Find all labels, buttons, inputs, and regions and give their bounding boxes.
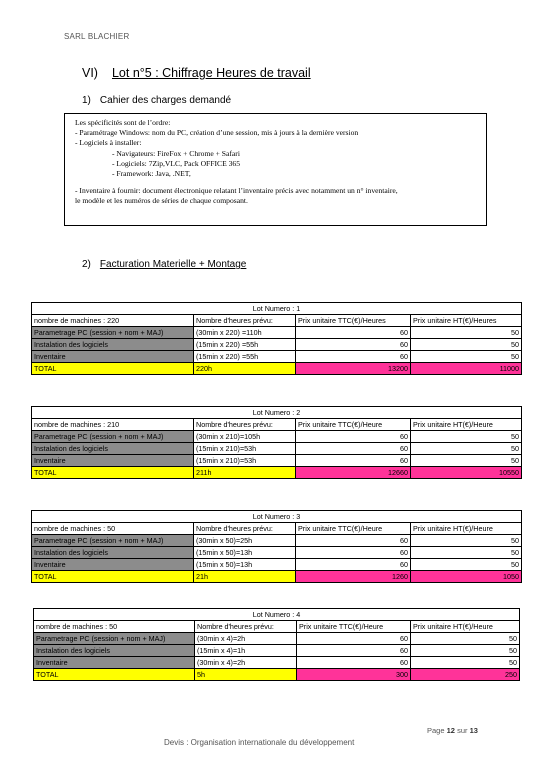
total-hours: 220h <box>194 363 296 375</box>
task-ttc: 60 <box>296 431 411 443</box>
header-ttc: Prix unitaire TTC(€)/Heures <box>296 315 411 327</box>
task-ttc: 60 <box>297 657 411 669</box>
lot-table-1 <box>31 302 522 375</box>
spec-line: le modèle et les numéros de séries de chaque composant. <box>75 196 248 206</box>
task-hours: (15min x 210)=53h <box>194 455 296 467</box>
lot-title: Lot Numero : 1 <box>32 303 522 315</box>
total-row <box>32 467 522 479</box>
table-row <box>32 339 522 351</box>
task-hours: (15min x 4)=1h <box>195 645 297 657</box>
task-label: Parametrage PC (session + nom + MAJ) <box>32 327 194 339</box>
task-hours: (15min x 210)=53h <box>194 443 296 455</box>
lot-title: Lot Numero : 2 <box>32 407 522 419</box>
subsection-1-title <box>82 95 231 106</box>
task-ttc: 60 <box>296 455 411 467</box>
lot-title: Lot Numero : 3 <box>32 511 522 523</box>
subsection-1-number: 1) <box>82 95 91 106</box>
task-hours: (15min x 220) =55h <box>194 339 296 351</box>
total-ht: 10550 <box>411 467 522 479</box>
header-hours: Nombre d'heures prévu: <box>195 621 297 633</box>
task-hours: (30min x 210)=105h <box>194 431 296 443</box>
header-ht: Prix unitaire HT(€)/Heure <box>411 523 522 535</box>
task-ht: 50 <box>411 645 520 657</box>
task-ht: 50 <box>411 547 522 559</box>
task-ht: 50 <box>411 633 520 645</box>
task-label: Parametrage PC (session + nom + MAJ) <box>32 431 194 443</box>
lot-table-4 <box>33 608 520 681</box>
machines-count: nombre de machines : 220 <box>32 315 194 327</box>
table-row <box>34 657 520 669</box>
task-ht: 50 <box>411 431 522 443</box>
lot-title: Lot Numero : 4 <box>34 609 520 621</box>
task-label: Parametrage PC (session + nom + MAJ) <box>32 535 194 547</box>
task-ht: 50 <box>411 559 522 571</box>
spec-line: - Logiciels à installer: <box>75 138 142 148</box>
total-row <box>32 571 522 583</box>
header-ttc: Prix unitaire TTC(€)/Heure <box>296 523 411 535</box>
total-hours: 211h <box>194 467 296 479</box>
task-ttc: 60 <box>296 535 411 547</box>
task-ttc: 60 <box>296 443 411 455</box>
total-row <box>32 363 522 375</box>
table-row <box>32 535 522 547</box>
header-hours: Nombre d'heures prévu: <box>194 523 296 535</box>
table-row <box>32 327 522 339</box>
task-label: Inventaire <box>32 559 194 571</box>
task-ttc: 60 <box>296 327 411 339</box>
task-ttc: 60 <box>297 633 411 645</box>
task-label: Parametrage PC (session + nom + MAJ) <box>34 633 195 645</box>
total-label: TOTAL <box>32 467 194 479</box>
task-ht: 50 <box>411 327 522 339</box>
table-row <box>34 645 520 657</box>
task-ttc: 60 <box>296 339 411 351</box>
subsection-2-title <box>82 259 246 270</box>
task-ht: 50 <box>411 339 522 351</box>
spec-line: - Logiciels: 7Zip,VLC, Pack OFFICE 365 <box>112 158 241 168</box>
total-hours: 21h <box>194 571 296 583</box>
header-ttc: Prix unitaire TTC(€)/Heure <box>296 419 411 431</box>
task-hours: (30min x 220) =110h <box>194 327 296 339</box>
total-ht: 11000 <box>411 363 522 375</box>
table-row <box>32 559 522 571</box>
company-name: SARL BLACHIER <box>64 32 130 41</box>
header-hours: Nombre d'heures prévu: <box>194 315 296 327</box>
spec-line: - Paramétrage Windows: nom du PC, création d’une session, mis à jours à la dernière version <box>75 128 359 138</box>
header-ht: Prix unitaire HT(€)/Heures <box>411 315 522 327</box>
task-hours: (30min x 4)=2h <box>195 657 297 669</box>
subsection-2-number: 2) <box>82 259 91 270</box>
page-label: Page <box>427 726 445 735</box>
total-ht: 1050 <box>411 571 522 583</box>
task-hours: (15min x 50)=13h <box>194 559 296 571</box>
task-hours: (15min x 220) =55h <box>194 351 296 363</box>
total-ttc: 13200 <box>296 363 411 375</box>
total-label: TOTAL <box>32 363 194 375</box>
page-current: 12 <box>446 726 455 735</box>
table-row <box>32 351 522 363</box>
task-ht: 50 <box>411 535 522 547</box>
machines-count: nombre de machines : 50 <box>32 523 194 535</box>
task-hours: (30min x 4)=2h <box>195 633 297 645</box>
task-label: Instalation des logiciels <box>32 339 194 351</box>
document-title: Devis : Organisation internationale du développement <box>164 738 355 747</box>
spec-line: Les spécificités sont de l’ordre: <box>75 118 171 127</box>
task-ht: 50 <box>411 443 522 455</box>
task-ht: 50 <box>411 455 522 467</box>
task-ttc: 60 <box>296 547 411 559</box>
spec-line: - Inventaire à fournir: document électronique relatant l’inventaire précis avec notamment un n° inventaire, <box>75 186 398 196</box>
task-label: Instalation des logiciels <box>34 645 195 657</box>
task-label: Inventaire <box>34 657 195 669</box>
subsection-2-text: Facturation Materielle + Montage <box>99 259 247 270</box>
header-ttc: Prix unitaire TTC(€)/Heure <box>297 621 411 633</box>
task-label: Instalation des logiciels <box>32 547 194 559</box>
table-row <box>32 443 522 455</box>
total-ht: 250 <box>411 669 520 681</box>
task-label: Instalation des logiciels <box>32 443 194 455</box>
task-ht: 50 <box>411 657 520 669</box>
header-ht: Prix unitaire HT(€)/Heure <box>411 419 522 431</box>
total-label: TOTAL <box>32 571 194 583</box>
total-ttc: 1260 <box>296 571 411 583</box>
lot-table-2 <box>31 406 522 479</box>
task-hours: (30min x 50)=25h <box>194 535 296 547</box>
total-hours: 5h <box>195 669 297 681</box>
spec-line: - Framework: Java, .NET, <box>112 169 191 179</box>
spec-line: - Navigateurs: FireFox + Chrome + Safari <box>112 148 240 158</box>
task-ttc: 60 <box>296 559 411 571</box>
section-number: VI) <box>82 66 98 80</box>
table-row <box>32 455 522 467</box>
task-ht: 50 <box>411 351 522 363</box>
specifications-box <box>64 113 487 226</box>
total-ttc: 12660 <box>296 467 411 479</box>
task-hours: (15min x 50)=13h <box>194 547 296 559</box>
table-row <box>32 547 522 559</box>
subsection-1-text: Cahier des charges demandé <box>99 95 232 106</box>
page-number <box>427 726 478 735</box>
machines-count: nombre de machines : 50 <box>34 621 195 633</box>
section-title-text: Lot n°5 : Chiffrage Heures de travail <box>111 66 311 80</box>
total-row <box>34 669 520 681</box>
task-label: Inventaire <box>32 455 194 467</box>
header-ht: Prix unitaire HT(€)/Heure <box>411 621 520 633</box>
table-row <box>32 431 522 443</box>
page-sep: sur <box>457 726 468 735</box>
total-label: TOTAL <box>34 669 195 681</box>
machines-count: nombre de machines : 210 <box>32 419 194 431</box>
total-ttc: 300 <box>297 669 411 681</box>
page-total: 13 <box>469 726 478 735</box>
table-row <box>34 633 520 645</box>
task-ttc: 60 <box>296 351 411 363</box>
section-title <box>82 66 311 80</box>
task-ttc: 60 <box>297 645 411 657</box>
header-hours: Nombre d'heures prévu: <box>194 419 296 431</box>
lot-table-3 <box>31 510 522 583</box>
task-label: Inventaire <box>32 351 194 363</box>
